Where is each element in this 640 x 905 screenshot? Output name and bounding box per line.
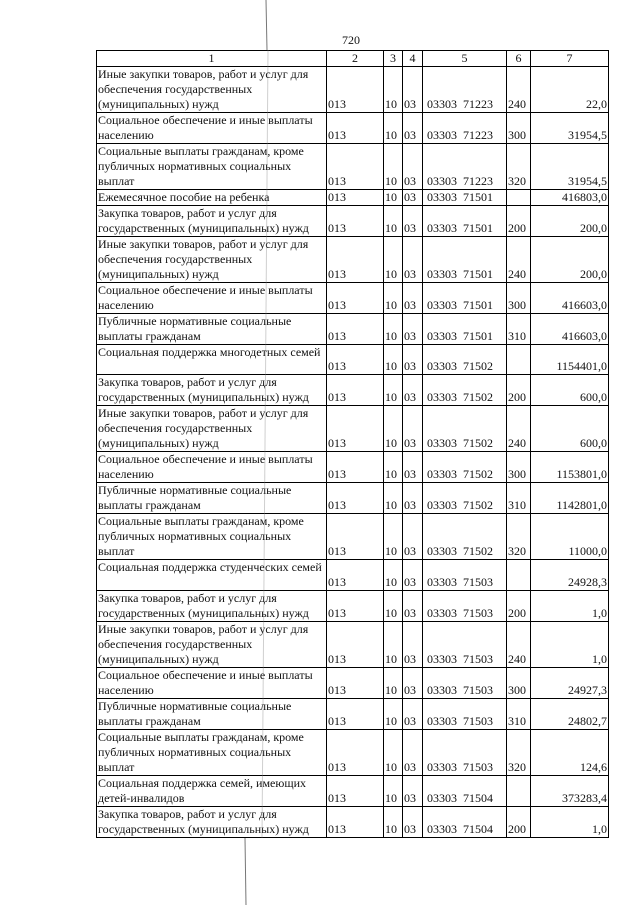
col-4-cell: 03: [403, 375, 423, 405]
col-7-cell: 24802,7: [531, 699, 609, 729]
col-2-cell: 013: [327, 283, 384, 313]
row-name-cell: Публичные нормативные социальные выплаты гражданам: [97, 699, 327, 729]
table-row: [97, 560, 609, 591]
col-3-cell: 10: [384, 314, 403, 344]
col-4-cell: 03: [403, 283, 423, 313]
row-name-cell: Социальное обеспечение и иные выплаты населению: [97, 283, 327, 313]
col-2-cell: 013: [327, 67, 384, 112]
col-4-cell: 03: [403, 730, 423, 775]
col-4-cell: 03: [403, 699, 423, 729]
col-7-cell: 1,0: [531, 591, 609, 621]
col-6-cell: 200: [507, 375, 531, 405]
page-number: 720: [342, 33, 360, 47]
col-5-cell: 03303 71504: [423, 776, 507, 806]
col-4-cell: 03: [403, 237, 423, 282]
col-5-cell: 03303 71501: [423, 237, 507, 282]
col-2-cell: 013: [327, 113, 384, 143]
col-7-cell: 416603,0: [531, 314, 609, 344]
col-3-cell: 10: [384, 622, 403, 667]
col-3-cell: 10: [384, 776, 403, 806]
col-4-cell: 03: [403, 668, 423, 698]
col-6-cell: 310: [507, 699, 531, 729]
col-7-cell: 1154401,0: [531, 345, 609, 375]
table-row: [97, 699, 609, 730]
scan-fold-line-bottom: [245, 838, 246, 905]
header-cell-1: 1: [97, 51, 327, 66]
row-name-cell: Ежемесячное пособие на ребенка: [97, 190, 327, 205]
col-7-cell: 31954,5: [531, 113, 609, 143]
col-3-cell: 10: [384, 406, 403, 451]
col-7-cell: 416603,0: [531, 283, 609, 313]
budget-table: [96, 50, 609, 838]
row-name-cell: Иные закупки товаров, работ и услуг для обеспечения государственных (муниципальных) нужд: [97, 406, 327, 451]
row-name-cell: Социальное обеспечение и иные выплаты населению: [97, 668, 327, 698]
col-7-cell: 11000,0: [531, 514, 609, 559]
col-7-cell: 373283,4: [531, 776, 609, 806]
col-3-cell: 10: [384, 807, 403, 837]
header-cell-5: 5: [423, 51, 507, 66]
row-name-cell: Социальные выплаты гражданам, кроме публичных нормативных социальных выплат: [97, 144, 327, 189]
col-4-cell: 03: [403, 345, 423, 375]
row-name-cell: Социальные выплаты гражданам, кроме публичных нормативных социальных выплат: [97, 514, 327, 559]
table-row: [97, 668, 609, 699]
col-2-cell: 013: [327, 776, 384, 806]
table-row: [97, 776, 609, 807]
col-7-cell: 1153801,0: [531, 452, 609, 482]
col-7-cell: 600,0: [531, 375, 609, 405]
col-5-cell: 03303 71502: [423, 483, 507, 513]
col-6-cell: 320: [507, 730, 531, 775]
header-cell-6: 6: [507, 51, 531, 66]
row-name-cell: Публичные нормативные социальные выплаты гражданам: [97, 314, 327, 344]
col-7-cell: 1142801,0: [531, 483, 609, 513]
col-3-cell: 10: [384, 113, 403, 143]
col-5-cell: 03303 71501: [423, 283, 507, 313]
col-7-cell: 31954,5: [531, 144, 609, 189]
row-name-cell: Иные закупки товаров, работ и услуг для обеспечения государственных (муниципальных) нужд: [97, 67, 327, 112]
row-name-cell: Социальная поддержка многодетных семей: [97, 345, 327, 375]
col-2-cell: 013: [327, 237, 384, 282]
col-4-cell: 03: [403, 206, 423, 236]
col-2-cell: 013: [327, 144, 384, 189]
col-3-cell: 10: [384, 514, 403, 559]
col-5-cell: 03303 71501: [423, 190, 507, 205]
col-2-cell: 013: [327, 345, 384, 375]
table-row: [97, 591, 609, 622]
col-7-cell: 124,6: [531, 730, 609, 775]
col-3-cell: 10: [384, 283, 403, 313]
col-7-cell: 1,0: [531, 622, 609, 667]
col-5-cell: 03303 71503: [423, 591, 507, 621]
table-row: [97, 807, 609, 838]
col-2-cell: 013: [327, 190, 384, 205]
col-2-cell: 013: [327, 452, 384, 482]
col-2-cell: 013: [327, 406, 384, 451]
table-row: [97, 730, 609, 776]
col-5-cell: 03303 71223: [423, 144, 507, 189]
table-row: [97, 452, 609, 483]
col-5-cell: 03303 71502: [423, 514, 507, 559]
col-3-cell: 10: [384, 190, 403, 205]
col-4-cell: 03: [403, 452, 423, 482]
col-2-cell: 013: [327, 560, 384, 590]
col-4-cell: 03: [403, 483, 423, 513]
table-row: [97, 206, 609, 237]
col-2-cell: 013: [327, 622, 384, 667]
col-5-cell: 03303 71501: [423, 206, 507, 236]
col-6-cell: 300: [507, 452, 531, 482]
row-name-cell: Иные закупки товаров, работ и услуг для обеспечения государственных (муниципальных) нужд: [97, 622, 327, 667]
col-3-cell: 10: [384, 560, 403, 590]
row-name-cell: Социальное обеспечение и иные выплаты населению: [97, 113, 327, 143]
table-row: [97, 144, 609, 190]
col-5-cell: 03303 71502: [423, 345, 507, 375]
col-6-cell: [507, 776, 531, 806]
col-6-cell: 300: [507, 283, 531, 313]
col-7-cell: 200,0: [531, 206, 609, 236]
table-row: [97, 483, 609, 514]
col-5-cell: 03303 71223: [423, 113, 507, 143]
col-3-cell: 10: [384, 375, 403, 405]
col-7-cell: 24927,3: [531, 668, 609, 698]
col-2-cell: 013: [327, 807, 384, 837]
col-6-cell: 320: [507, 144, 531, 189]
col-4-cell: 03: [403, 67, 423, 112]
row-name-cell: Иные закупки товаров, работ и услуг для обеспечения государственных (муниципальных) нужд: [97, 237, 327, 282]
col-3-cell: 10: [384, 345, 403, 375]
col-2-cell: 013: [327, 668, 384, 698]
table-row: [97, 375, 609, 406]
col-5-cell: 03303 71503: [423, 730, 507, 775]
col-4-cell: 03: [403, 591, 423, 621]
col-5-cell: 03303 71503: [423, 622, 507, 667]
col-6-cell: 240: [507, 237, 531, 282]
col-3-cell: 10: [384, 67, 403, 112]
col-2-cell: 013: [327, 699, 384, 729]
col-4-cell: 03: [403, 144, 423, 189]
col-7-cell: 22,0: [531, 67, 609, 112]
col-4-cell: 03: [403, 560, 423, 590]
col-6-cell: 240: [507, 67, 531, 112]
col-4-cell: 03: [403, 514, 423, 559]
table-row: [97, 314, 609, 345]
col-6-cell: 200: [507, 807, 531, 837]
col-6-cell: 320: [507, 514, 531, 559]
col-6-cell: 310: [507, 483, 531, 513]
col-6-cell: [507, 560, 531, 590]
table-row: [97, 237, 609, 283]
col-7-cell: 1,0: [531, 807, 609, 837]
col-2-cell: 013: [327, 375, 384, 405]
col-3-cell: 10: [384, 591, 403, 621]
col-6-cell: 240: [507, 622, 531, 667]
col-7-cell: 416803,0: [531, 190, 609, 205]
row-name-cell: Закупка товаров, работ и услуг для государственных (муниципальных) нужд: [97, 375, 327, 405]
scan-fold-line-top: [266, 0, 267, 50]
col-3-cell: 10: [384, 144, 403, 189]
col-4-cell: 03: [403, 807, 423, 837]
header-cell-4: 4: [403, 51, 423, 66]
table-row: [97, 345, 609, 376]
col-3-cell: 10: [384, 699, 403, 729]
col-7-cell: 200,0: [531, 237, 609, 282]
col-5-cell: 03303 71502: [423, 406, 507, 451]
col-6-cell: 300: [507, 113, 531, 143]
col-4-cell: 03: [403, 314, 423, 344]
col-7-cell: 600,0: [531, 406, 609, 451]
table-row: [97, 406, 609, 452]
row-name-cell: Социальная поддержка семей, имеющих детей-инвалидов: [97, 776, 327, 806]
row-name-cell: Публичные нормативные социальные выплаты гражданам: [97, 483, 327, 513]
col-2-cell: 013: [327, 730, 384, 775]
row-name-cell: Закупка товаров, работ и услуг для государственных (муниципальных) нужд: [97, 206, 327, 236]
table-row: [97, 622, 609, 668]
col-4-cell: 03: [403, 113, 423, 143]
col-3-cell: 10: [384, 668, 403, 698]
col-5-cell: 03303 71502: [423, 452, 507, 482]
col-7-cell: 24928,3: [531, 560, 609, 590]
header-cell-3: 3: [384, 51, 403, 66]
col-5-cell: 03303 71503: [423, 699, 507, 729]
col-5-cell: 03303 71503: [423, 668, 507, 698]
table-row: [97, 283, 609, 314]
header-cell-7: 7: [531, 51, 609, 66]
col-3-cell: 10: [384, 483, 403, 513]
row-name-cell: Социальное обеспечение и иные выплаты населению: [97, 452, 327, 482]
col-6-cell: 300: [507, 668, 531, 698]
col-5-cell: 03303 71501: [423, 314, 507, 344]
col-5-cell: 03303 71503: [423, 560, 507, 590]
col-5-cell: 03303 71502: [423, 375, 507, 405]
table-header-row: [97, 51, 609, 67]
table-row: [97, 190, 609, 206]
col-3-cell: 10: [384, 237, 403, 282]
col-6-cell: 240: [507, 406, 531, 451]
table-row: [97, 514, 609, 560]
table-row: [97, 67, 609, 113]
col-2-cell: 013: [327, 591, 384, 621]
row-name-cell: Закупка товаров, работ и услуг для государственных (муниципальных) нужд: [97, 591, 327, 621]
col-2-cell: 013: [327, 206, 384, 236]
col-2-cell: 013: [327, 314, 384, 344]
col-4-cell: 03: [403, 406, 423, 451]
col-4-cell: 03: [403, 190, 423, 205]
col-5-cell: 03303 71223: [423, 67, 507, 112]
col-6-cell: [507, 345, 531, 375]
table-row: [97, 113, 609, 144]
col-3-cell: 10: [384, 452, 403, 482]
col-6-cell: 310: [507, 314, 531, 344]
col-3-cell: 10: [384, 206, 403, 236]
col-3-cell: 10: [384, 730, 403, 775]
col-2-cell: 013: [327, 483, 384, 513]
row-name-cell: Социальная поддержка студенческих семей: [97, 560, 327, 590]
col-5-cell: 03303 71504: [423, 807, 507, 837]
col-4-cell: 03: [403, 776, 423, 806]
row-name-cell: Социальные выплаты гражданам, кроме публичных нормативных социальных выплат: [97, 730, 327, 775]
col-6-cell: 200: [507, 206, 531, 236]
row-name-cell: Закупка товаров, работ и услуг для государственных (муниципальных) нужд: [97, 807, 327, 837]
col-6-cell: 200: [507, 591, 531, 621]
col-2-cell: 013: [327, 514, 384, 559]
col-4-cell: 03: [403, 622, 423, 667]
col-6-cell: [507, 190, 531, 205]
header-cell-2: 2: [327, 51, 384, 66]
